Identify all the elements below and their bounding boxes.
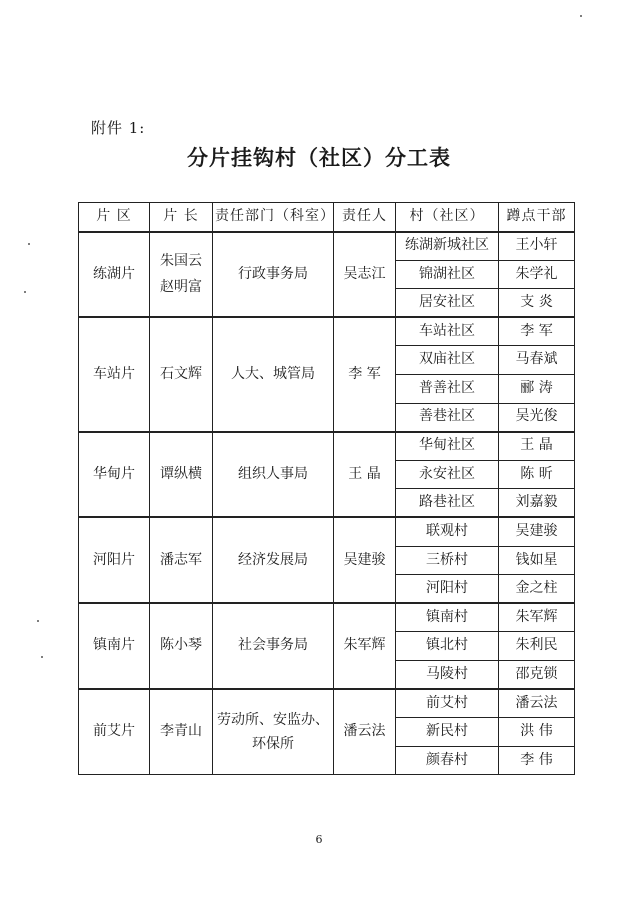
- header-leader: 片 长: [150, 203, 213, 232]
- village-cell: 联观村: [396, 517, 499, 546]
- leader-cell: 潘志军: [150, 517, 213, 603]
- cadre-cell: 洪 伟: [499, 718, 575, 747]
- village-cell: 普善社区: [396, 374, 499, 403]
- village-cell: 善巷社区: [396, 403, 499, 432]
- village-cell: 镇北村: [396, 632, 499, 661]
- leader-cell: [150, 232, 213, 318]
- responsible-cell: 王 晶: [334, 432, 396, 518]
- responsible-cell: 潘云法: [334, 689, 396, 775]
- cadre-cell: 王小轩: [499, 232, 575, 261]
- village-cell: 居安社区: [396, 289, 499, 318]
- responsible-cell: 吴建骏: [334, 517, 396, 603]
- cadre-cell: 金之柱: [499, 575, 575, 604]
- responsible-cell: 朱军辉: [334, 603, 396, 689]
- scan-speck: [24, 291, 26, 293]
- leader-cell: 陈小琴: [150, 603, 213, 689]
- header-area: 片 区: [79, 203, 150, 232]
- cadre-cell: 刘嘉毅: [499, 489, 575, 518]
- area-cell: 镇南片: [79, 603, 150, 689]
- header-cadre: 蹲点干部: [499, 203, 575, 232]
- header-department: 责任部门（科室）: [213, 203, 334, 232]
- table-row: [79, 689, 575, 718]
- village-cell: 新民村: [396, 718, 499, 747]
- village-cell: 三桥村: [396, 546, 499, 575]
- area-cell: 河阳片: [79, 517, 150, 603]
- cadre-cell: 郦 涛: [499, 374, 575, 403]
- table-row: [79, 603, 575, 632]
- department-cell: 行政事务局: [213, 232, 334, 318]
- leader-name: 赵明富: [160, 279, 202, 296]
- cadre-cell: 朱学礼: [499, 260, 575, 289]
- table-row: [79, 317, 575, 346]
- scan-speck: [28, 243, 30, 245]
- village-cell: 华甸社区: [396, 432, 499, 461]
- department-cell: [213, 689, 334, 775]
- village-cell: 双庙社区: [396, 346, 499, 375]
- responsible-cell: 李 军: [334, 317, 396, 431]
- village-cell: 永安社区: [396, 460, 499, 489]
- village-cell: 锦湖社区: [396, 260, 499, 289]
- village-cell: 练湖新城社区: [396, 232, 499, 261]
- department-cell: 人大、城管局: [213, 317, 334, 431]
- village-cell: 颜春村: [396, 746, 499, 775]
- scan-speck: [580, 15, 582, 17]
- page-title: 分片挂钩村（社区）分工表: [187, 145, 451, 170]
- cadre-cell: 马春斌: [499, 346, 575, 375]
- leader-name: 朱国云: [160, 253, 202, 270]
- cadre-cell: 吴光俊: [499, 403, 575, 432]
- table-header-row: [79, 203, 575, 232]
- cadre-cell: 陈 昕: [499, 460, 575, 489]
- department-cell: 社会事务局: [213, 603, 334, 689]
- cadre-cell: 朱军辉: [499, 603, 575, 632]
- leader-cell: 石文辉: [150, 317, 213, 431]
- village-cell: 前艾村: [396, 689, 499, 718]
- cadre-cell: 潘云法: [499, 689, 575, 718]
- page-number: 6: [315, 833, 323, 846]
- area-cell: 华甸片: [79, 432, 150, 518]
- cadre-cell: 李 伟: [499, 746, 575, 775]
- area-cell: 前艾片: [79, 689, 150, 775]
- department-cell: 经济发展局: [213, 517, 334, 603]
- department-line: 环保所: [252, 736, 294, 753]
- cadre-cell: 朱利民: [499, 632, 575, 661]
- leader-cell: 李青山: [150, 689, 213, 775]
- area-cell: 练湖片: [79, 232, 150, 318]
- cadre-cell: 王 晶: [499, 432, 575, 461]
- attachment-label: 附件 1:: [91, 119, 146, 137]
- responsible-cell: 吴志江: [334, 232, 396, 318]
- area-cell: 车站片: [79, 317, 150, 431]
- cadre-cell: 吴建骏: [499, 517, 575, 546]
- table-row: [79, 432, 575, 461]
- header-responsible: 责任人: [334, 203, 396, 232]
- cadre-cell: 李 军: [499, 317, 575, 346]
- table-row: [79, 517, 575, 546]
- cadre-cell: 钱如星: [499, 546, 575, 575]
- assignment-table: [78, 202, 575, 775]
- department-line: 劳动所、安监办、: [217, 712, 329, 729]
- leader-cell: 谭纵横: [150, 432, 213, 518]
- scan-speck: [41, 656, 43, 658]
- village-cell: 马陵村: [396, 660, 499, 689]
- village-cell: 镇南村: [396, 603, 499, 632]
- header-village: 村（社区）: [396, 203, 499, 232]
- cadre-cell: 邵克锁: [499, 660, 575, 689]
- department-cell: 组织人事局: [213, 432, 334, 518]
- cadre-cell: 支 炎: [499, 289, 575, 318]
- scan-speck: [37, 620, 39, 622]
- village-cell: 路巷社区: [396, 489, 499, 518]
- table-row: [79, 232, 575, 261]
- village-cell: 车站社区: [396, 317, 499, 346]
- village-cell: 河阳村: [396, 575, 499, 604]
